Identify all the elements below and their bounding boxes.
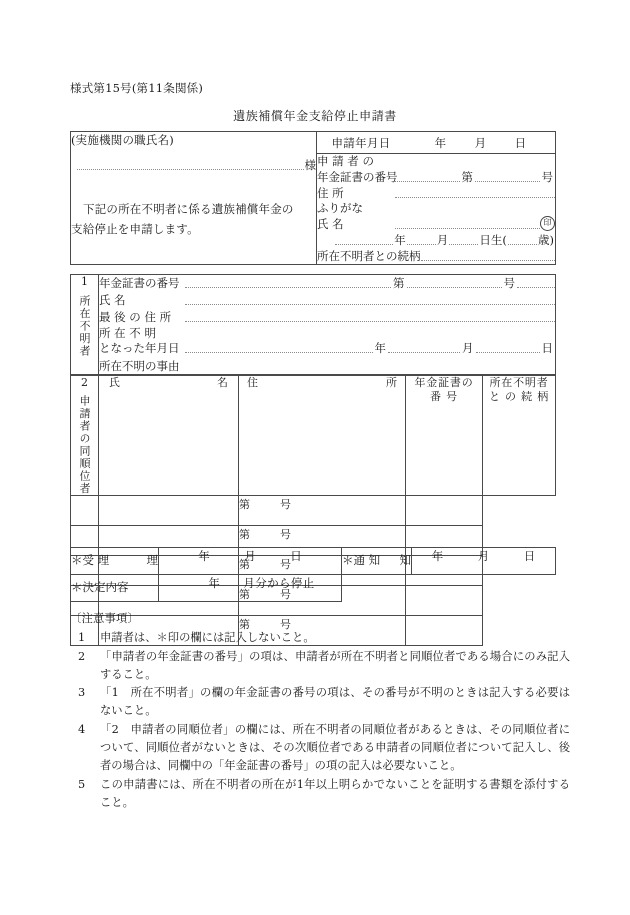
applicant-furigana-row[interactable] (317, 201, 555, 216)
missing-name-input[interactable] (185, 292, 555, 305)
receipt-label-ri: 理 (146, 553, 158, 567)
col-header-relation (483, 376, 556, 496)
form-code: 様式第15号(第11条関係) (70, 81, 204, 95)
receipt-year: 年 (198, 549, 210, 563)
note-item (78, 648, 570, 685)
missing-name-row[interactable] (99, 292, 555, 308)
applicant-birth-day-unit: 日生( (479, 233, 507, 248)
cell-relation[interactable] (406, 496, 483, 526)
cell-cert-number[interactable] (239, 496, 406, 526)
cell-address[interactable] (99, 496, 239, 526)
col-header-relation-line1: 所在不明者 (489, 376, 549, 389)
applicant-relation-row[interactable] (317, 248, 555, 264)
decision-value-cell[interactable] (159, 575, 342, 602)
recipient-label: (実施機関の職氏名) (71, 133, 174, 147)
receipt-label: ＊受 理 (71, 553, 110, 567)
missing-reason-label: 所在不明の事由 (99, 358, 180, 373)
recipient-sama-suffix: 様 (304, 158, 316, 172)
missing-last-address-input[interactable] (185, 309, 555, 322)
notes-section (70, 610, 570, 812)
application-statement-line2: 支給停止を申請します。 (71, 222, 199, 237)
missing-since-year-input[interactable] (185, 340, 373, 353)
notice-label: ＊通 知 (342, 553, 381, 567)
application-statement (71, 199, 316, 239)
cell-cert-gou: 号 (280, 588, 291, 601)
admin-table (70, 547, 556, 602)
applicant-birthdate-row[interactable] (317, 232, 555, 248)
missing-cert-number-input2[interactable] (407, 275, 502, 288)
applicant-cert-number-row[interactable] (317, 169, 555, 185)
note-text: 申請者は、＊印の欄には記入しないこと。 (100, 631, 315, 645)
missing-cert-gou: 号 (503, 275, 515, 290)
col-header-name-char2: 名 (217, 376, 228, 389)
notice-day: 日 (523, 549, 536, 563)
note-text: 「申請者の年金証書の番号」の項は、申請者が所在不明者と同順位者である場合にのみ記入すること。 (100, 649, 570, 681)
receipt-day: 日 (290, 549, 302, 563)
cell-cert-gou: 号 (280, 618, 291, 631)
note-text: 「2 申請者の同順位者」の欄には、所在不明者の同順位者があるときは、その同順位者について、同順位者がないときは、その次順位者である申請者の同順位者について記入し、後者の場合は、同欄中の「年金証書の番号」の項の記入は必要ないこと。 (100, 722, 570, 773)
col-header-address-char2: 所 (386, 376, 397, 389)
recipient-cell (71, 132, 317, 265)
notes-title: 〔注意事項〕 (70, 612, 139, 625)
note-item (78, 721, 570, 776)
applicant-cert-number-input2[interactable] (475, 169, 540, 182)
applicant-heading: 申 請 者 の (317, 154, 374, 168)
notice-label-chi: 知 (399, 553, 411, 567)
missing-cert-number-label: 年金証書の番号 (99, 275, 180, 290)
missing-cert-number-input[interactable] (185, 275, 391, 288)
section2-number: 2 (81, 376, 88, 389)
decision-year: 年 (208, 576, 221, 590)
table-row (71, 496, 556, 526)
missing-last-address-row[interactable] (99, 309, 555, 325)
applicant-birth-year-input[interactable] (335, 232, 393, 245)
applicant-name-input[interactable] (395, 216, 540, 229)
recipient-name-line[interactable] (71, 157, 316, 173)
note-item (78, 684, 570, 721)
section1-label-text: 所在不明者 (78, 295, 91, 358)
note-text: 「1 所在不明者」の欄の年金証書の番号の項は、その番号が不明のときは記入する必要はないこと。 (100, 686, 570, 718)
section2-table (70, 375, 556, 646)
applicant-cert-gou: 号 (541, 170, 553, 184)
missing-since-label-line2: となった年月日 (99, 340, 180, 355)
admin-empty-cell-1 (342, 575, 412, 602)
note-text: この申請書には、所在不明者の所在が1年以上明らかでないことを証明する書類を添付すること。 (100, 777, 570, 809)
applicant-age-unit: 歳) (537, 233, 554, 248)
col-header-address-char1: 住 (247, 376, 258, 389)
applicant-age-input[interactable] (508, 232, 537, 245)
cell-cert-gou: 号 (280, 558, 291, 571)
notice-date-cell[interactable] (412, 548, 556, 575)
applicant-address-input[interactable] (395, 185, 555, 198)
application-date-cell (317, 132, 556, 154)
missing-name-label: 氏 名 (99, 292, 126, 307)
receipt-label-cell (71, 548, 159, 575)
section1-vertical-label (71, 275, 99, 375)
missing-since-label (99, 326, 185, 356)
applicant-relation-input[interactable] (421, 248, 555, 261)
application-date-label: 申請年月日 (331, 135, 391, 150)
section2-label-text: 申請者の同順位者 (78, 395, 91, 495)
seal-icon: 印 (540, 216, 555, 231)
cell-name[interactable] (71, 496, 99, 526)
section2-vertical-label (71, 376, 99, 496)
applicant-furigana-input[interactable] (395, 201, 555, 216)
applicant-birth-year-unit: 年 (394, 233, 406, 248)
applicant-furigana-label: ふりがな (317, 201, 363, 216)
col-header-name (99, 376, 239, 496)
decision-label-cell (71, 575, 159, 602)
section1-table (70, 274, 556, 375)
applicant-cert-number-label: 年金証書の番号 (317, 170, 398, 184)
note-number: 1 (78, 631, 86, 645)
note-number: 3 (78, 686, 86, 700)
applicant-name-row[interactable] (317, 216, 555, 232)
col-header-name-char1: 氏 (109, 376, 120, 389)
applicant-header-table (70, 131, 556, 265)
document-title: 遺族補償年金支給停止申請書 (233, 109, 397, 123)
applicant-cert-dai: 第 (461, 170, 473, 184)
application-date-year: 年 (434, 135, 447, 150)
applicant-birth-day-input[interactable] (449, 232, 478, 245)
col-header-cert-number (406, 376, 483, 496)
section1-number: 1 (81, 275, 88, 288)
missing-last-address-label: 最 後 の 住 所 (99, 309, 172, 324)
cell-cert-dai: 第 (239, 588, 250, 601)
applicant-cert-number-input[interactable] (395, 169, 460, 182)
recipient-dotted-line (77, 158, 304, 170)
applicant-birth-month-unit: 月 (436, 233, 449, 248)
missing-since-month-input[interactable] (388, 340, 460, 353)
application-date-day: 日 (514, 135, 527, 150)
missing-cert-number-row[interactable] (99, 275, 555, 291)
col-header-address (239, 376, 406, 496)
note-number: 5 (78, 777, 86, 791)
cell-cert-gou: 号 (280, 498, 291, 511)
notice-month: 月 (477, 549, 490, 563)
application-statement-line1: 下記の所在不明者に係る遺族補償年金の (83, 202, 294, 216)
applicant-address-label: 住 所 (317, 186, 344, 200)
col-header-relation-line2: と の 続 柄 (488, 389, 550, 403)
missing-cert-number-input3[interactable] (517, 275, 555, 288)
note-item (78, 629, 570, 647)
applicant-address-row[interactable] (317, 185, 555, 201)
notice-year: 年 (431, 549, 444, 563)
note-item (78, 776, 570, 813)
cell-cert-dai: 第 (239, 528, 250, 541)
receipt-month: 月 (244, 549, 256, 563)
missing-since-row[interactable] (99, 326, 555, 356)
col-header-cert-line1: 年金証書の (414, 376, 474, 389)
applicant-name-label: 氏 名 (317, 217, 344, 232)
missing-cert-dai: 第 (393, 275, 405, 290)
admin-empty-cell-2 (412, 575, 556, 602)
applicant-birth-month-input[interactable] (407, 232, 436, 245)
cell-cert-dai: 第 (239, 498, 250, 511)
receipt-date-cell[interactable] (159, 548, 342, 575)
cell-cert-dai: 第 (239, 618, 250, 631)
missing-since-year-unit: 年 (374, 340, 386, 355)
cell-cert-dai: 第 (239, 558, 250, 571)
missing-since-month-unit: 月 (462, 340, 474, 355)
note-number: 4 (78, 722, 86, 736)
missing-since-label-line1: 所 在 不 明 (99, 326, 156, 340)
missing-since-day-input[interactable] (476, 340, 540, 353)
missing-since-day-unit: 日 (541, 340, 553, 355)
applicant-details-cell (317, 154, 556, 265)
application-date-fields[interactable] (421, 135, 541, 151)
decision-label: ＊決定内容 (71, 580, 129, 594)
col-header-cert-line2: 番 号 (430, 389, 458, 403)
notice-label-cell (342, 548, 412, 575)
applicant-heading-row (317, 154, 555, 169)
section1-fields-cell (99, 275, 556, 375)
application-date-month: 月 (474, 135, 487, 150)
decision-text: 月分から停止 (243, 576, 315, 590)
note-number: 2 (78, 649, 86, 663)
cell-cert-gou: 号 (280, 528, 291, 541)
applicant-relation-label: 所在不明者との続柄 (317, 249, 421, 264)
